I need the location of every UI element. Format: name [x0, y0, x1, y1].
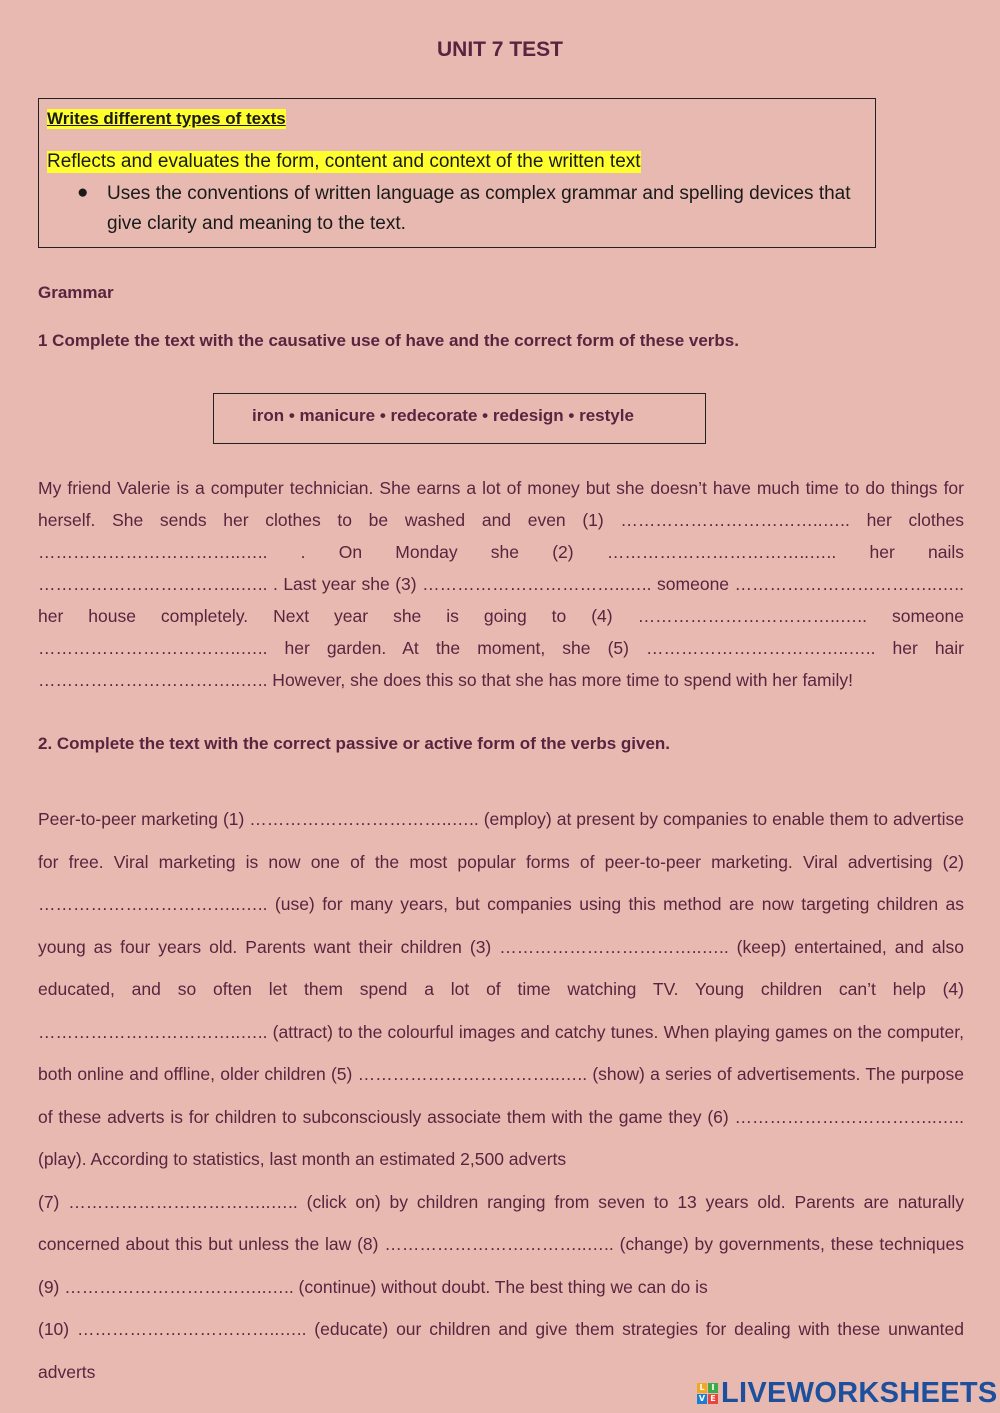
page-title: UNIT 7 TEST — [436, 38, 563, 61]
logo-icon-letter: V — [698, 1393, 706, 1403]
exercise1-instruction: 1 Complete the text with the causative use of have and the correct form of these verbs. — [38, 331, 739, 350]
logo-icon-letter: L — [697, 1383, 707, 1393]
liveworksheets-logo — [697, 1377, 998, 1409]
standard-subheading: Reflects and evaluates the form, content and context of the written text — [47, 151, 641, 172]
exercise2-text — [38, 798, 964, 1393]
exercise2-paragraph-2: (7) ……………………………..….. (click on) by children ranging from seven to 13 years old. Parents are naturally concerned about this but unless the law (8) ……………………………..….. (change) by governments, these techniques (9) ……………………………..….. (continue) without doubt. The best thing we can do is — [38, 1191, 964, 1297]
section-heading: Grammar — [38, 283, 114, 302]
logo-icon-letter: I — [708, 1383, 718, 1393]
bullet-icon: ● — [77, 182, 89, 203]
standard-heading: Writes different types of texts — [47, 109, 286, 128]
standard-bullet-text: Uses the conventions of written language as complex grammar and spelling devices that give clarity and meaning to the text. — [107, 183, 851, 234]
liveworksheets-wordmark: LIVEWORKSHEETS — [721, 1376, 998, 1409]
exercise1-text: My friend Valerie is a computer technician. She earns a lot of money but she doesn’t have much time to do things for herself. She sends her clothes to be washed and even (1) ……………………………..….. her clothes ……………………………..….. . On Monday she (2) ……………………………..….. her nails ……………………………..….. . Last year she (3) ……………………………..….. someone ……………………………..….. her house completely. Next year she is going to (4) ……………………………..….. someone ……………………………..….. her garden. At the moment, she (5) ……………………………..….. her hair ……………………………..….. However, she does this so that she has more time to spend with her family! — [38, 478, 964, 690]
liveworksheets-icon — [697, 1383, 718, 1404]
word-box — [213, 393, 706, 444]
logo-icon-letter: E — [708, 1394, 718, 1404]
exercise2-paragraph-3: (10) ……………………………..….. (educate) our children and give them strategies for dealing with these unwanted adverts — [38, 1319, 964, 1382]
exercise2-instruction: 2. Complete the text with the correct passive or active form of the verbs given. — [38, 734, 671, 753]
word-box-text: iron • manicure • redecorate • redesign • restyle — [252, 406, 634, 425]
standards-box — [38, 98, 876, 248]
exercise2-paragraph-1: Peer-to-peer marketing (1) ……………………………..….. (employ) at present by companies to enable them to advertise for free. Viral marketing is now one of the most popular forms of peer-to-peer marketing. Viral advertising (2) ……………………………..….. (use) for many years, but companies using this method are now targeting children as young as four years old. Parents want their children (3) ……………………………..….. (keep) entertained, and also educated, and so often let them spend a lot of time watching TV. Young children can’t help (4) ……………………………..….. (attract) to the colourful images and catchy tunes. When playing games on the computer, both online and offline, older children (5) ……………………………..….. (show) a series of advertisements. The purpose of these adverts is for children to subconsciously associate them with the game they (6) ……………………………..….. (play). According to statistics, last month an estimated 2,500 adverts — [38, 809, 964, 1169]
